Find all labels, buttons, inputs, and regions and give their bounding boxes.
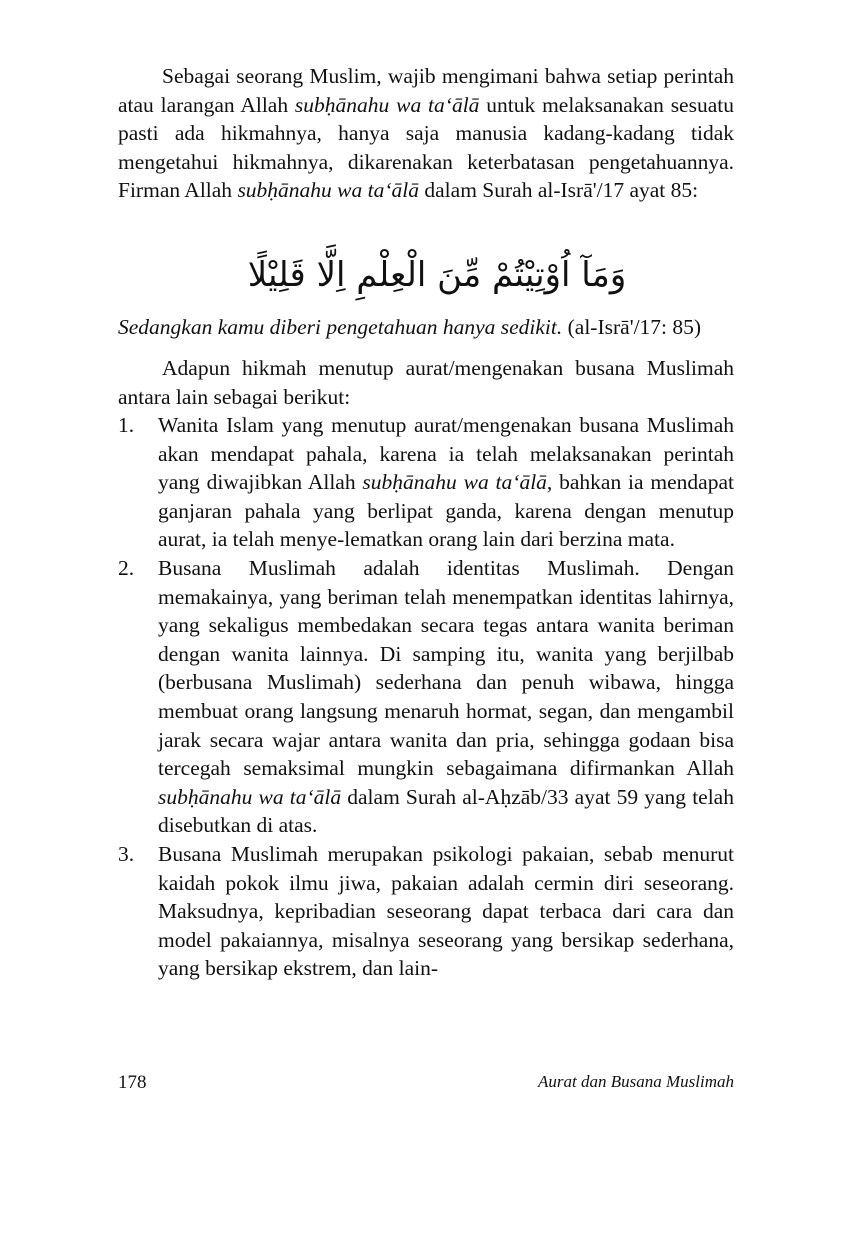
honorific: subḥānahu wa ta‘ālā bbox=[237, 178, 420, 203]
translation-block bbox=[118, 313, 744, 342]
honorific: subḥānahu wa ta‘ālā bbox=[362, 470, 547, 495]
list-item: 1. Wanita Islam yang menutup aurat/mengenakan busana Muslimah akan mendapat pahala, karena ia telah melaksanakan perintah yang diwajibkan Allah subḥānahu wa ta‘ālā, bahkan ia mendapat ganjaran pahala yang berlipat ganda, karena dengan menutup aurat, ia telah menye-lematkan orang lain dari berzina mata. bbox=[118, 413, 734, 552]
intro-block bbox=[118, 62, 734, 205]
page-number: 178 bbox=[118, 1072, 147, 1093]
intro-paragraph: Sebagai seorang Muslim, wajib mengimani bahwa setiap perintah atau larangan Allah subḥānahu wa ta‘ālā untuk melaksanakan sesuatu pasti ada hikmahnya, hanya saja manusia kadang-kadang tidak mengetahui hikmahnya, dikarenakan keterbatasan pengetahuannya. Firman Allah subḥānahu wa ta‘ālā dalam Surah al-Isrā'/17 ayat 85: bbox=[118, 64, 734, 203]
honorific: subḥānahu wa ta‘ālā bbox=[294, 92, 480, 117]
list-item: 3. Busana Muslimah merupakan psikologi pakaian, sebab menurut kaidah pokok ilmu jiwa, pakaian adalah cermin diri seseorang. Maksudnya, kepribadian seseorang dapat terbaca dari cara dan model pakaiannya, misalnya seseorang yang bersikap sederhana, yang bersikap ekstrem, dan lain- bbox=[118, 841, 734, 981]
list-number: 2. bbox=[118, 555, 135, 580]
running-title: Aurat dan Busana Muslimah bbox=[538, 1072, 734, 1091]
list-item: 2. Busana Muslimah adalah identitas Muslimah. Dengan memakainya, yang beriman telah menempatkan identitas lahirnya, yang sekaligus membedakan secara tegas antara wanita beriman dengan wanita lainnya. Di samping itu, wanita yang berjilbab (berbusana Muslimah) sederhana dan penuh wibawa, hingga membuat orang langsung menaruh hormat, segan, dan mengambil jarak secara wajar antara wanita dan pria, sehingga godaan bisa tercegah semaksimal mungkin sebagaimana difirmankan Allah subḥānahu wa ta‘ālā dalam Surah al-Aḥzāb/33 ayat 59 yang telah disebutkan di atas. bbox=[118, 555, 734, 838]
hikmah-list bbox=[118, 411, 734, 983]
hikmah-intro: Adapun hikmah menutup aurat/mengenakan busana Muslimah antara lain sebagai berikut: bbox=[118, 356, 734, 409]
honorific: subḥānahu wa ta‘ālā bbox=[158, 784, 342, 809]
hikmah-block bbox=[118, 354, 734, 411]
hikmah-list-block bbox=[118, 411, 734, 983]
list-number: 1. bbox=[118, 413, 135, 437]
verse-translation: Sedangkan kamu diberi pengetahuan hanya sedikit. (al-Isrā'/17: 85) bbox=[118, 315, 702, 339]
quran-verse-arabic: وَمَآ اُوْتِيْتُمْ مِّنَ الْعِلْمِ اِلَّا قَلِيْلًا bbox=[247, 255, 627, 295]
list-number: 3. bbox=[118, 841, 135, 866]
